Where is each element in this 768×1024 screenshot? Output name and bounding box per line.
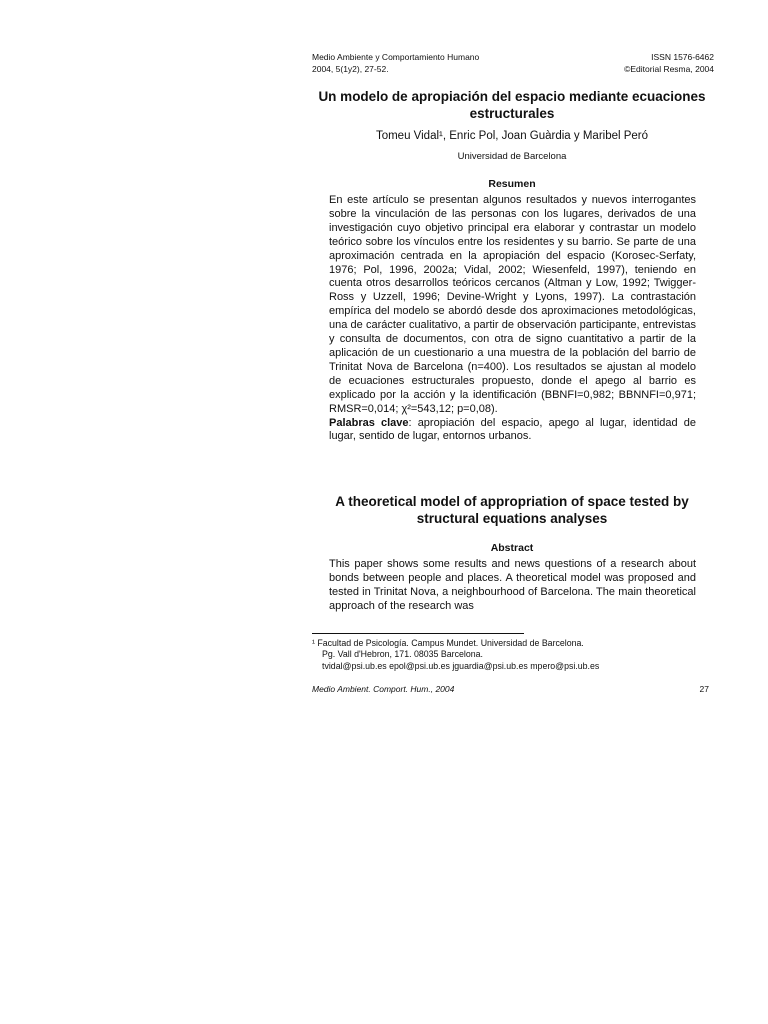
resumen-text: En este artículo se presentan algunos resultados y nuevos interrogantes sobre la vinculación de las personas con los lugares, derivados de una investigación cuyo objetivo principal era elaborar y contrastar un modelo teórico sobre los vínculos entre los residentes y su barrio. Se parte de una aproximación centrada en la apropiación del espacio (Korosec-Serfaty, 1976; Pol, 1996, 2002a; Vidal, 2002; Wiesenfeld, 1997), teniendo en cuenta otros desarrollos teóricos cercanos (Altman y Low, 1992; Twigger-Ross y Uzzell, 1996; Devine-Wright y Lyons, 1997). La contrastación empírica del modelo se abordó desde dos aproximaciones metodológicas, una de carácter cualitativo, a partir de observación participante, entrevistas y consulta de documentos, con otra de signo cuantitativo a partir de la aplicación de un cuestionario a una muestra de la población del barrio de Trinitat Nova de Barcelona (n=400). Los resultados se ajustan al modelo de ecuaciones estructurales propuesto, donde el apego al barrio es explicado por la acción y la identificación (BBNFI=0,982; BBNNFI=0,971; RMSR=0,014; χ²=543,12; p=0,08). — [329, 194, 696, 415]
authors: Tomeu Vidal¹, Enric Pol, Joan Guàrdia y Maribel Peró — [375, 130, 649, 142]
footnote-line-2: Pg. Vall d'Hebron, 171. 08035 Barcelona. — [322, 649, 483, 660]
issn: ISSN 1576-6462 — [651, 52, 714, 62]
affiliation: Universidad de Barcelona — [457, 151, 567, 162]
keywords-text: : apropiación del espacio, apego al lugar, identidad de lugar, sentido de lugar, entornos urbanos. — [329, 416, 696, 443]
page-number: 27 — [699, 684, 709, 694]
footnote-line-1: ¹ Facultad de Psicología. Campus Mundet. Universidad de Barcelona. — [312, 638, 584, 648]
resumen-heading: Resumen — [488, 178, 536, 190]
keywords-paragraph — [329, 417, 696, 445]
article-title-en: A theoretical model of appropriation of space tested by structural equations analyses — [335, 494, 689, 526]
article-title-es: Un modelo de apropiación del espacio mediante ecuaciones estructurales — [318, 89, 706, 121]
footnote-line-3: tvidal@psi.ub.es epol@psi.ub.es jguardia@psi.ub.es mpero@psi.ub.es — [322, 660, 600, 671]
running-header — [312, 51, 714, 75]
abstract-text: This paper shows some results and news questions of a research about bonds between people and places. A theoretical model was proposed and tested in Trinitat Nova, a neighbourhood of Barcelona. The main theoretical approach of the research was — [329, 558, 696, 612]
footnote — [312, 638, 716, 672]
resumen-body — [329, 194, 696, 444]
keywords-label: Palabras clave — [329, 416, 409, 429]
journal-name: Medio Ambiente y Comportamiento Humano — [312, 52, 480, 62]
publisher: ©Editorial Resma, 2004 — [624, 64, 714, 74]
header-left — [312, 51, 479, 75]
header-right — [624, 51, 714, 75]
journal-issue: 2004, 5(1y2), 27-52. — [312, 64, 389, 74]
footer-journal: Medio Ambient. Comport. Hum., 2004 — [312, 684, 455, 694]
footnote-rule — [312, 633, 524, 634]
page-footer — [312, 684, 709, 694]
abstract-heading: Abstract — [490, 542, 534, 554]
